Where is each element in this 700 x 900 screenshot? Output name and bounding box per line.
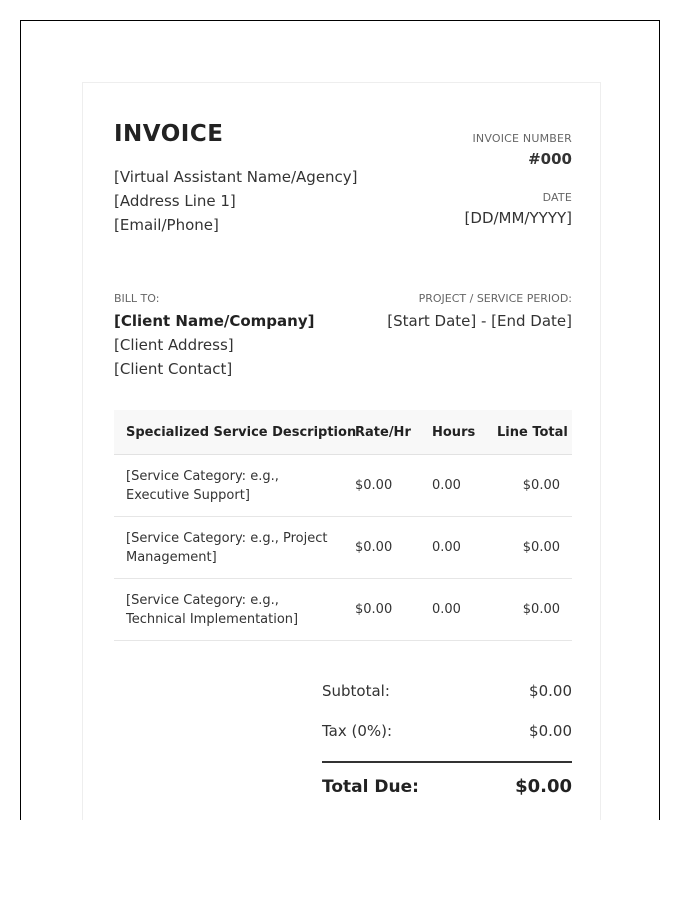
service-hours: 0.00: [420, 579, 485, 641]
service-rate: $0.00: [343, 455, 420, 517]
table-row: [114, 455, 572, 517]
invoice-title: INVOICE: [114, 121, 224, 147]
billing-section: [114, 292, 572, 381]
invoice-number: #000: [528, 150, 572, 168]
services-table: [114, 410, 572, 641]
invoice-number-label: INVOICE NUMBER: [472, 132, 572, 145]
client-contact: [Client Contact]: [114, 360, 233, 378]
service-line-total: $0.00: [485, 517, 572, 579]
subtotal-row: [322, 681, 572, 701]
service-period-label: PROJECT / SERVICE PERIOD:: [418, 292, 572, 305]
subtotal-label: Subtotal:: [322, 682, 390, 700]
bill-to-label: BILL TO:: [114, 292, 160, 305]
bill-to-block: [114, 292, 314, 381]
service-period-value: [Start Date] - [End Date]: [387, 312, 572, 330]
service-hours: 0.00: [420, 455, 485, 517]
sender-address-line: [Address Line 1]: [114, 192, 236, 210]
service-description: [Service Category: e.g., Project Management]: [114, 517, 343, 579]
column-header-line-total: Line Total: [485, 410, 572, 455]
column-header-description: Specialized Service Description: [114, 410, 343, 455]
tax-value: $0.00: [529, 722, 572, 740]
invoice-meta: [465, 120, 572, 228]
table-header-row: [114, 410, 572, 455]
sender-address: [114, 165, 358, 237]
sender-contact: [Email/Phone]: [114, 216, 219, 234]
page-frame: [20, 20, 660, 820]
total-divider: [322, 761, 572, 763]
invoice-card: [82, 82, 601, 820]
total-due-label: Total Due:: [322, 777, 419, 797]
service-description: [Service Category: e.g., Executive Support]: [114, 455, 343, 517]
client-name: [Client Name/Company]: [114, 312, 315, 330]
tax-label: Tax (0%):: [322, 722, 393, 740]
sender-name: [Virtual Assistant Name/Agency]: [114, 168, 358, 186]
subtotal-value: $0.00: [529, 682, 572, 700]
service-line-total: $0.00: [485, 579, 572, 641]
invoice-date-label: DATE: [542, 191, 572, 204]
column-header-rate: Rate/Hr: [343, 410, 420, 455]
service-hours: 0.00: [420, 517, 485, 579]
service-rate: $0.00: [343, 579, 420, 641]
tax-row: [322, 721, 572, 741]
service-period-block: [387, 292, 572, 333]
column-header-hours: Hours: [420, 410, 485, 455]
total-due-value: $0.00: [515, 776, 572, 797]
sender-block: [114, 120, 358, 237]
service-line-total: $0.00: [485, 455, 572, 517]
client-address: [Client Address]: [114, 336, 234, 354]
table-row: [114, 517, 572, 579]
invoice-header: [114, 120, 572, 237]
service-description: [Service Category: e.g., Technical Implementation]: [114, 579, 343, 641]
totals-section: [322, 681, 572, 798]
invoice-date: [DD/MM/YYYY]: [464, 209, 572, 227]
invoice-content: [114, 120, 572, 798]
service-rate: $0.00: [343, 517, 420, 579]
total-due-row: [322, 776, 572, 798]
table-row: [114, 579, 572, 641]
